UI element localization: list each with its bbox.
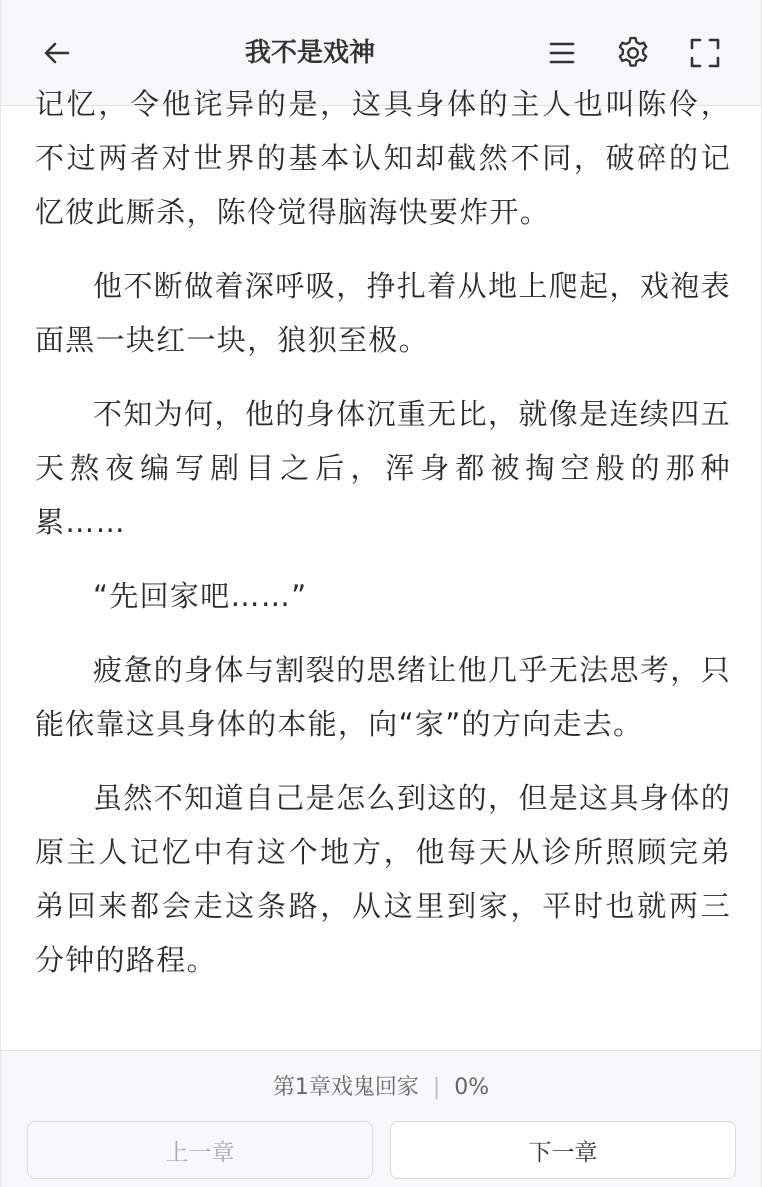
bottom-bar: [1, 1050, 761, 1187]
fullscreen-icon: [689, 37, 721, 69]
fullscreen-button[interactable]: [683, 31, 727, 75]
prev-chapter-button[interactable]: 上一章: [27, 1121, 373, 1179]
chapter-progress: [1, 1073, 761, 1103]
separator: |: [432, 1075, 441, 1100]
chapter-text: [35, 77, 731, 1007]
settings-button[interactable]: [611, 31, 655, 75]
paragraph: 他不断做着深呼吸，挣扎着从地上爬起，戏袍表面黑一块红一块，狼狈至极。: [35, 269, 731, 357]
paragraph: “先回家吧……”: [93, 579, 308, 613]
paragraph: 疲惫的身体与割裂的思绪让他几乎无法思考，只能依靠这具身体的本能，向“家”的方向走去。: [35, 653, 731, 741]
table-of-contents-button[interactable]: [540, 31, 584, 75]
paragraph: 记忆，令他诧异的是，这具身体的主人也叫陈伶，不过两者对世界的基本认知却截然不同，破碎的记忆彼此厮杀，陈伶觉得脑海快要炸开。: [35, 87, 731, 229]
paragraph: 虽然不知道自己是怎么到这的，但是这具身体的原主人记忆中有这个地方，他每天从诊所照顾完弟弟回来都会走这条路，从这里到家，平时也就两三分钟的路程。: [35, 781, 731, 977]
paragraph: 不知为何，他的身体沉重无比，就像是连续四五天熬夜编写剧目之后，浑身都被掏空般的那种累……: [35, 397, 731, 539]
progress-percent: 0%: [454, 1075, 490, 1100]
next-chapter-button[interactable]: 下一章: [390, 1121, 736, 1179]
chapter-content[interactable]: [1, 87, 761, 1050]
gear-icon: [615, 35, 651, 71]
chapter-name: 第1章戏鬼回家: [272, 1075, 419, 1100]
book-title: 我不是戏神: [244, 38, 375, 68]
menu-list-icon: [547, 38, 577, 68]
